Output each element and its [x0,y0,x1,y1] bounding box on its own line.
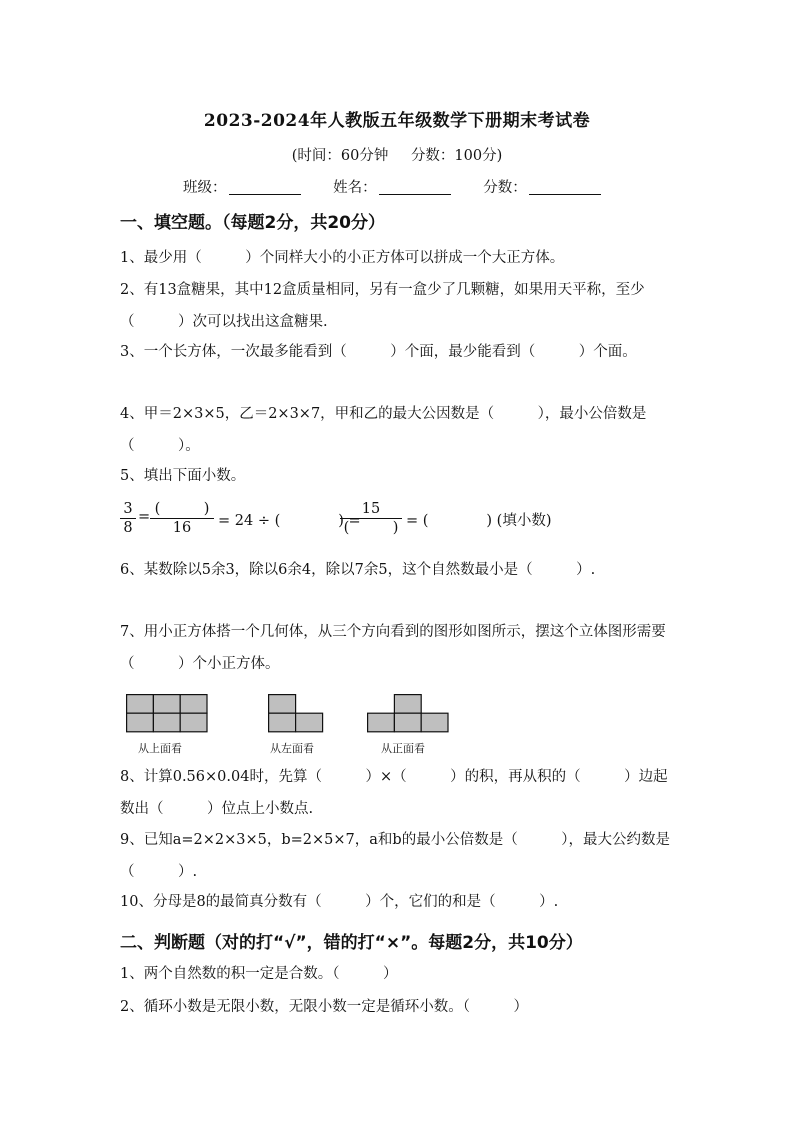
fraction-three-eighths [120,500,136,537]
fraction-numerator-blank[interactable]: ( ) [154,501,210,517]
fraction-numerator: 15 [361,501,381,517]
score-blank[interactable] [529,180,601,195]
view-cell [394,695,421,714]
view-cell [180,713,207,732]
question-1-1: 1、最少用（ ）个同样大小的小正方体可以拼成一个大正方体。 [120,250,565,266]
question-1-5: 5、填出下面小数。 [120,468,246,484]
view-cell [296,713,323,732]
fraction-blank-over-16 [150,500,214,537]
question-1-4: 4、甲＝2×3×5，乙＝2×3×7，甲和乙的最大公因数是（ ），最小公倍数是（ ）。 [120,406,647,454]
question-1-2: 2、有13盒糖果，其中12盒质量相同，另有一盒少了几颗糖，如果用天平称，至少（ ）次可以找出这盒糖果. [120,282,645,330]
section2-heading: 二、判断题（对的打“√”，错的打“×”。每题2分，共10分） [120,933,583,953]
top-view-figure [126,694,208,734]
view-label-top: 从上面看 [138,742,182,755]
fraction-denominator-blank[interactable]: ( ) [340,518,402,537]
question-2-2: 2、循环小数是无限小数，无限小数一定是循环小数。（ ） [120,999,528,1015]
fraction-denominator: 16 [150,518,214,537]
question-1-9: 9、已知a=2×2×3×5，b=2×5×7，a和b的最小公倍数是（ ），最大公约数是（ ）. [120,832,670,880]
exam-meta [0,144,794,165]
fraction-15-over-blank [340,500,402,537]
score-field[interactable] [483,176,601,197]
question-1-7: 7、用小正方体搭一个几何体，从三个方向看到的图形如图所示，摆这个立体图形需要（ ）个小正方体。 [120,624,666,672]
division-expression: = 24 ÷ ( ) = [218,513,361,529]
view-cell [153,695,180,714]
section1-heading: 一、填空题。（每题2分，共20分） [120,213,385,233]
view-cell [394,713,421,732]
name-field[interactable] [333,176,451,197]
view-label-front: 从正面看 [381,742,425,755]
question-1-10: 10、分母是8的最简真分数有（ ）个，它们的和是（ ）. [120,894,559,910]
fraction-numerator: 3 [123,501,133,517]
fraction-expression [120,496,680,546]
view-cell [269,695,296,714]
front-view-figure [367,694,449,734]
decimal-answer: = ( ) (填小数) [406,513,552,529]
class-field[interactable] [183,176,301,197]
class-blank[interactable] [229,180,301,195]
view-cell [180,695,207,714]
question-2-1: 1、两个自然数的积一定是合数。（ ） [120,966,398,982]
left-view-figure [268,694,324,734]
time-limit: (时间：60分钟 [291,148,389,164]
name-label: 姓名： [333,180,377,196]
total-score: 分数：100分) [410,148,503,164]
view-cell [153,713,180,732]
view-cell [368,713,395,732]
view-cell [269,713,296,732]
score-label: 分数： [483,180,527,196]
question-1-3: 3、一个长方体，一次最多能看到（ ）个面，最少能看到（ ）个面。 [120,344,637,360]
student-info-row [183,176,629,197]
name-blank[interactable] [379,180,451,195]
fraction-denominator: 8 [120,518,136,537]
view-cell [127,713,154,732]
class-label: 班级： [183,180,227,196]
question-1-6: 6、某数除以5余3，除以6余4，除以7余5，这个自然数最小是（ ）. [120,562,596,578]
equals-sign: = [138,509,151,525]
question-1-8: 8、计算0.56×0.04时，先算（ ）×（ ）的积，再从积的（ ）边起数出（ ）位点上小数点. [120,769,668,817]
view-cell [421,713,448,732]
view-cell [127,695,154,714]
page-title: 2023-2024年人教版五年级数学下册期末考试卷 [203,111,591,131]
view-label-left: 从左面看 [270,742,314,755]
